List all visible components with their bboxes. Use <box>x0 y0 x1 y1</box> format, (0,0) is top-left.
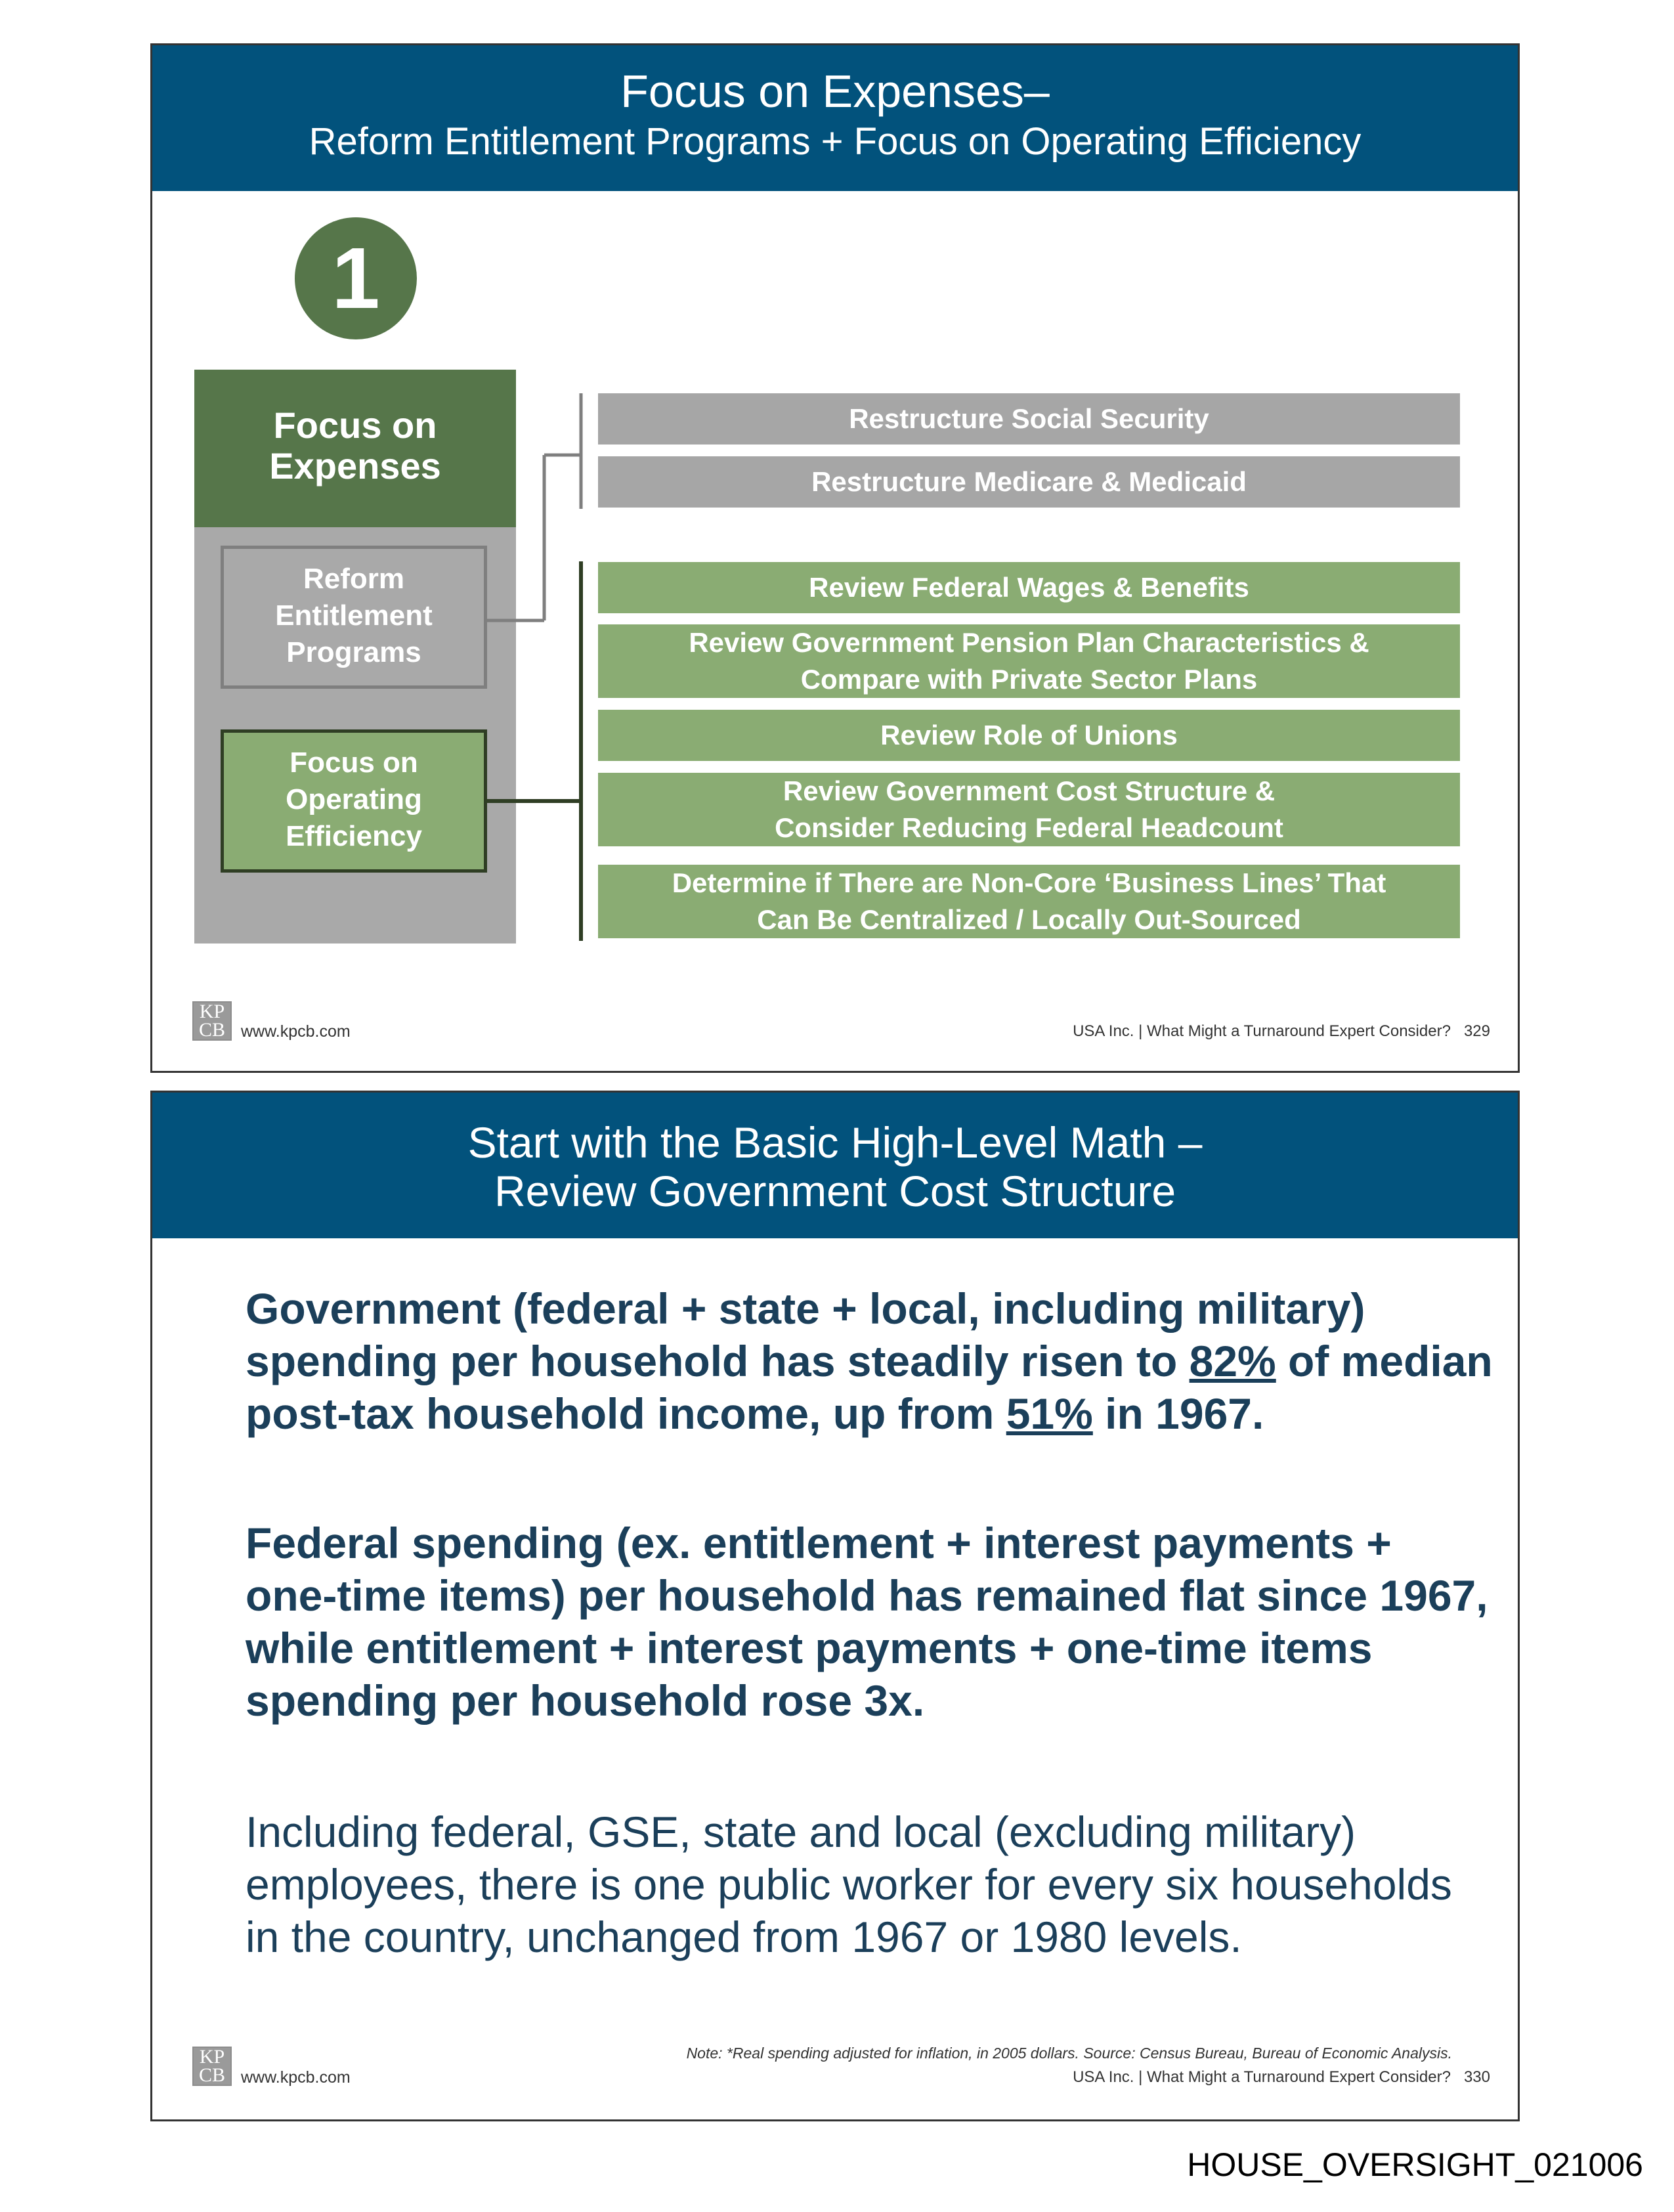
gray-item-label: Restructure Social Security <box>849 403 1209 434</box>
kpcb-logo <box>192 2047 232 2086</box>
slide-330 <box>150 1091 1520 2121</box>
footer-title: USA Inc. | What Might a Turnaround Expert Consider? <box>1073 2068 1451 2086</box>
page-number: 329 <box>1463 1022 1490 1040</box>
kpcb-logo <box>192 1001 232 1041</box>
gray-item-label: Restructure Medicare & Medicaid <box>811 466 1247 497</box>
green-item-label: Review Government Cost Structure & Consider Reducing Federal Headcount <box>775 775 1283 843</box>
paragraph-federal-spending: Federal spending (ex. entitlement + interest payments + one-time items) per household has remained flat since 1967, while entitlement + interest payments + one-time items spending per household rose 3x. <box>246 1519 1488 1725</box>
slide-329 <box>150 43 1520 1073</box>
green-item-label: Review Government Pension Plan Characteristics & Compare with Private Sector Plans <box>689 627 1369 695</box>
gray-item-bar <box>598 393 1460 445</box>
step-number-badge: 1 <box>295 217 417 339</box>
gray-item-bar <box>598 456 1460 508</box>
green-item-bar <box>598 710 1460 761</box>
footer-title: USA Inc. | What Might a Turnaround Expert Consider? <box>1073 1022 1451 1040</box>
footer-caption <box>1073 1022 1490 1041</box>
operating-efficiency-label: Focus on Operating Efficiency <box>286 747 422 852</box>
green-item-bar <box>598 624 1460 698</box>
kpcb-logo-bottom: CB <box>198 2064 226 2086</box>
green-item-label: Review Federal Wages & Benefits <box>809 572 1249 603</box>
kpcb-logo-bottom: CB <box>198 1019 226 1041</box>
paragraph-public-workers: Including federal, GSE, state and local (excluding military) employees, there is one public worker for every six households in the country, unchanged from 1967 or 1980 levels. <box>246 1808 1452 1961</box>
slide-title: Focus on Expenses– <box>620 66 1050 117</box>
paragraph-text: of median post-tax household income, up from <box>246 1337 1493 1438</box>
green-item-label: Review Role of Unions <box>880 720 1178 750</box>
highlight-82-percent: 82% <box>1189 1337 1276 1385</box>
document-id: HOUSE_OVERSIGHT_021006 <box>1187 2146 1643 2183</box>
footer-caption <box>1073 2068 1490 2087</box>
source-note: Note: *Real spending adjusted for inflation, in 2005 dollars. Source: Census Bureau, Bureau of Economic Analysis. <box>686 2045 1452 2062</box>
paragraph-government-spending <box>246 1282 1493 1440</box>
footer-url: www.kpcb.com <box>241 1022 351 1041</box>
kpcb-logo-top: KP <box>199 2046 225 2068</box>
green-item-bar <box>598 773 1460 846</box>
page-number: 330 <box>1463 2068 1490 2086</box>
green-item-bar <box>598 562 1460 613</box>
footer-url: www.kpcb.com <box>241 2068 351 2087</box>
slide-title-bar <box>152 1093 1518 1238</box>
slide-subtitle: Reform Entitlement Programs + Focus on Operating Efficiency <box>309 120 1362 163</box>
green-item-label: Determine if There are Non-Core ‘Business Lines’ That Can Be Centralized / Locally Out-Sourced <box>672 867 1386 935</box>
reform-entitlement-label: Reform Entitlement Programs <box>275 563 433 668</box>
slide-subtitle: Review Government Cost Structure <box>494 1167 1176 1215</box>
highlight-51-percent: 51% <box>1006 1389 1093 1438</box>
focus-expenses-label: Focus on Expenses <box>269 404 441 487</box>
kpcb-logo-top: KP <box>199 1001 225 1022</box>
paragraph-text: Government (federal + state + local, including military) spending per household has steadily risen to <box>246 1284 1365 1385</box>
paragraph-text: in 1967. <box>1092 1389 1264 1438</box>
green-item-bar <box>598 865 1460 938</box>
slide-title: Start with the Basic High-Level Math – <box>467 1118 1203 1167</box>
